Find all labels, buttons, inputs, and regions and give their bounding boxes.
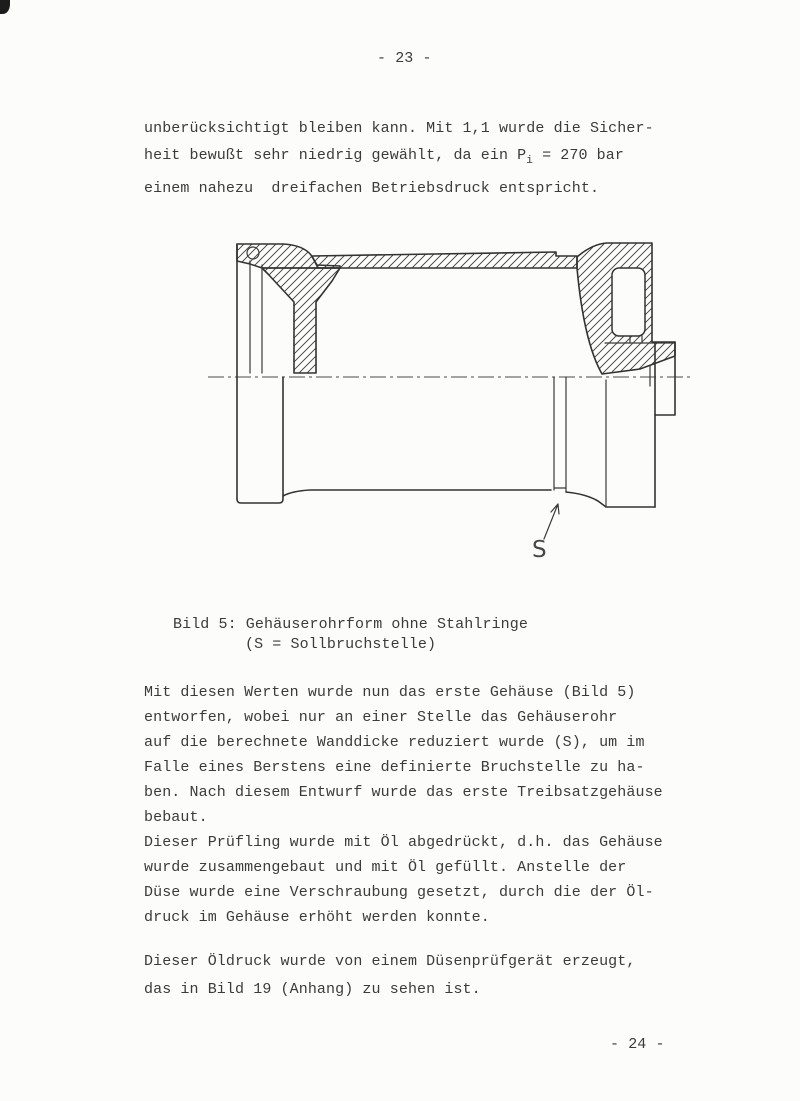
- left-flange-neck-section: [262, 268, 340, 373]
- paragraph-line: auf die berechnete Wanddicke reduziert wurde (S), um im: [144, 734, 645, 751]
- page-number-text: - 24 -: [610, 1036, 665, 1053]
- scan-corner-artifact: [0, 0, 10, 14]
- paragraph-line: Dieser Prüfling wurde mit Öl abgedrückt, d.h. das Gehäuse: [144, 834, 663, 851]
- paragraph-line: Düse wurde eine Verschraubung gesetzt, durch die der Öl-: [144, 884, 654, 901]
- page-number-text: - 23 -: [377, 50, 432, 67]
- left-flange-exterior: [237, 377, 283, 503]
- caption-line: (S = Sollbruchstelle): [245, 635, 437, 653]
- paragraph-line: Mit diesen Werten wurde nun das erste Gehäuse (Bild 5): [144, 684, 636, 701]
- closing-paragraph: [144, 948, 635, 1003]
- caption-line: Bild 5: Gehäuserohrform ohne Stahlringe: [173, 616, 528, 633]
- paragraph-line: Falle eines Berstens eine definierte Bruchstelle zu ha-: [144, 759, 645, 776]
- s-label: S: [532, 537, 547, 563]
- tube-wall-section: [312, 252, 577, 268]
- paragraph-line: Dieser Öldruck wurde von einem Düsenprüfgerät erzeugt,: [144, 953, 636, 970]
- right-flange-cavity: [612, 268, 645, 336]
- subscript-i: i: [526, 155, 533, 167]
- paragraph-line: druck im Gehäuse erhöht werden konnte.: [144, 909, 490, 926]
- body-paragraph: [144, 680, 663, 930]
- s-callout-arrow: [544, 504, 559, 539]
- right-flange-exterior: [566, 492, 655, 507]
- page-number-footer: [610, 1036, 665, 1053]
- paragraph-line: das in Bild 19 (Anhang) zu sehen ist.: [144, 980, 481, 998]
- paragraph-line: wurde zusammengebaut und mit Öl gefüllt. Anstelle der: [144, 859, 627, 876]
- paragraph-line: ben. Nach diesem Entwurf wurde das erste Treibsatzgehäuse: [144, 784, 663, 801]
- paragraph-line: [144, 142, 654, 175]
- page-number-header: [377, 50, 432, 67]
- paragraph-line: einem nahezu dreifachen Betriebsdruck entspricht.: [144, 180, 600, 197]
- figure-caption: [173, 615, 528, 654]
- paragraph-line: bebaut.: [144, 809, 208, 826]
- paragraph-line: unberücksichtigt bleiben kann. Mit 1,1 wurde die Sicher-: [144, 120, 654, 137]
- intro-paragraph: [144, 115, 654, 202]
- text-segment: heit bewußt sehr niedrig gewählt, da ein P: [144, 147, 527, 164]
- tube-exterior-surface: [283, 490, 551, 496]
- paragraph-line: entworfen, wobei nur an einer Stelle das Gehäuserohr: [144, 709, 618, 726]
- figure-drawing-gehaeuserohr: [200, 225, 700, 570]
- text-segment: = 270 bar: [532, 147, 624, 164]
